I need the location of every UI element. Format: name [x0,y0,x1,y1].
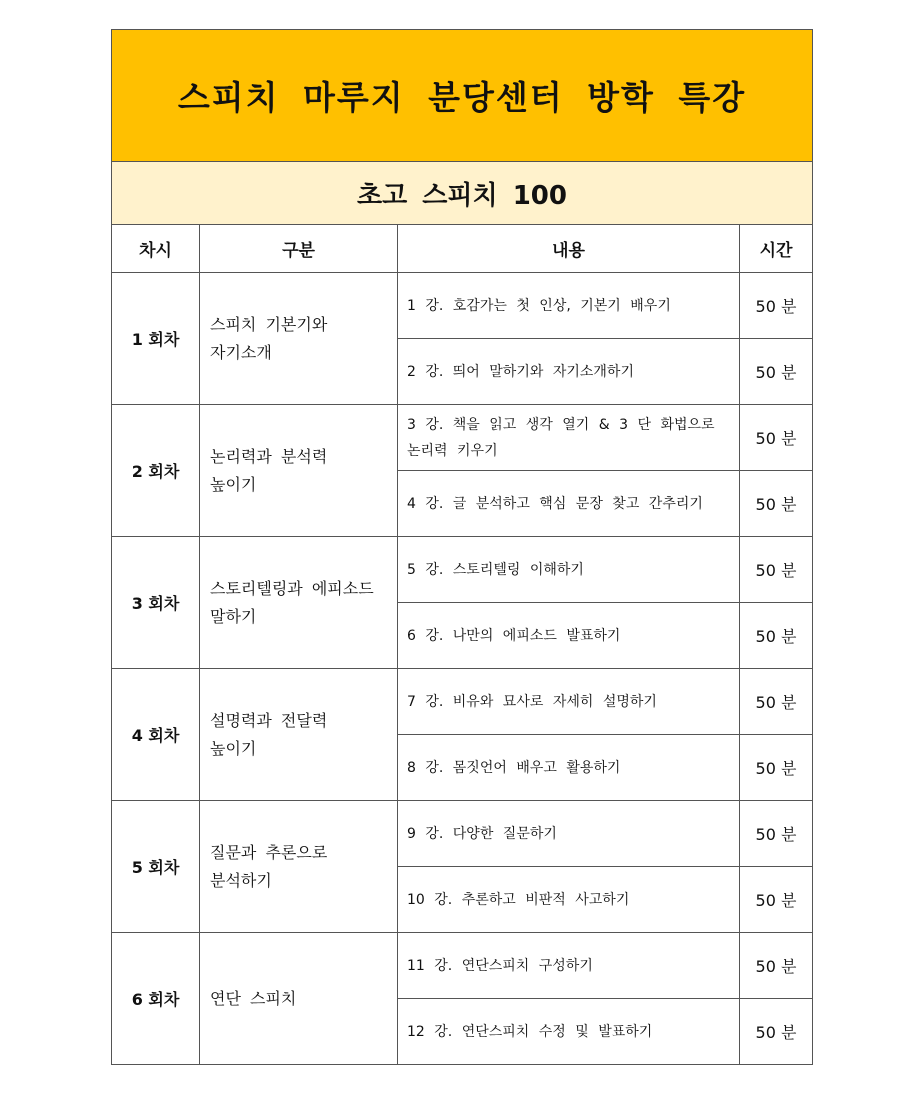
lesson-time: 50 분 [740,933,813,999]
lesson-content: 5 강. 스토리텔링 이해하기 [398,537,740,603]
lesson-content: 11 강. 연단스피치 구성하기 [398,933,740,999]
lesson-time: 50 분 [740,273,813,339]
session-category [200,669,398,801]
category-line: 자기소개 [210,342,272,362]
lesson-content: 10 강. 추론하고 비판적 사고하기 [398,867,740,933]
category-line: 논리력과 분석력 [210,446,328,466]
category-line: 스토리텔링과 에피소드 [210,578,374,598]
table-row [112,537,813,603]
lesson-time: 50 분 [740,801,813,867]
session-category [200,273,398,405]
lesson-content: 6 강. 나만의 에피소드 발표하기 [398,603,740,669]
lesson-content: 3 강. 책을 읽고 생각 열기 & 3 단 화법으로 논리력 키우기 [398,405,740,471]
session-category [200,801,398,933]
table-row [112,405,813,471]
category-line: 질문과 추론으로 [210,842,328,862]
category-line: 높이기 [210,738,257,758]
page-title: 스피치 마루지 분당센터 방학 특강 [112,30,813,162]
lesson-time: 50 분 [740,537,813,603]
lesson-time: 50 분 [740,405,813,471]
lesson-time: 50 분 [740,603,813,669]
lesson-time: 50 분 [740,867,813,933]
lesson-time: 50 분 [740,669,813,735]
session-label: 2 회차 [112,405,200,537]
table-row [112,933,813,999]
session-label: 5 회차 [112,801,200,933]
lesson-time: 50 분 [740,999,813,1065]
session-label: 3 회차 [112,537,200,669]
lesson-content: 8 강. 몸짓언어 배우고 활용하기 [398,735,740,801]
lesson-content: 9 강. 다양한 질문하기 [398,801,740,867]
lesson-content: 7 강. 비유와 묘사로 자세히 설명하기 [398,669,740,735]
category-line: 연단 스피치 [210,988,297,1008]
session-label: 4 회차 [112,669,200,801]
program-subtitle: 초고 스피치 100 [112,162,813,225]
table-row [112,273,813,339]
column-header-content: 내용 [398,225,740,273]
category-line: 스피치 기본기와 [210,314,328,334]
lesson-time: 50 분 [740,339,813,405]
session-label: 1 회차 [112,273,200,405]
column-header-session: 차시 [112,225,200,273]
lesson-content: 12 강. 연단스피치 수정 및 발표하기 [398,999,740,1065]
lesson-content: 1 강. 호감가는 첫 인상, 기본기 배우기 [398,273,740,339]
lesson-content: 4 강. 글 분석하고 핵심 문장 찾고 간추리기 [398,471,740,537]
schedule-table [111,29,813,1065]
session-category [200,933,398,1065]
column-header-time: 시간 [740,225,813,273]
session-category [200,405,398,537]
category-line: 말하기 [210,606,257,626]
lesson-content: 2 강. 띄어 말하기와 자기소개하기 [398,339,740,405]
schedule-sheet [111,29,812,1065]
category-line: 분석하기 [210,870,272,890]
category-line: 설명력과 전달력 [210,710,328,730]
table-header-row [112,225,813,273]
session-category [200,537,398,669]
category-line: 높이기 [210,474,257,494]
lesson-time: 50 분 [740,735,813,801]
column-header-category: 구분 [200,225,398,273]
table-row [112,801,813,867]
table-row [112,669,813,735]
session-label: 6 회차 [112,933,200,1065]
lesson-time: 50 분 [740,471,813,537]
